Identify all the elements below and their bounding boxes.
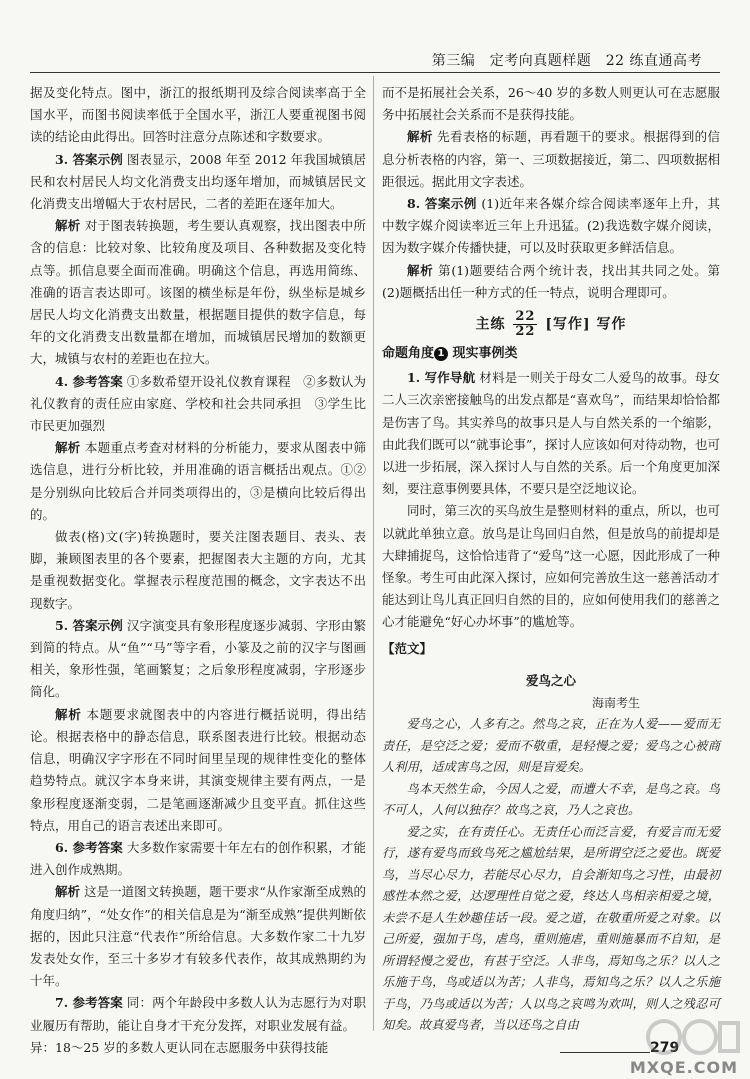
model-essay-label: 【范文】: [382, 640, 433, 656]
header-title: 第三编 定考向真题样题 22 练直通高考: [431, 53, 702, 69]
guide-label: 1. 写作导航: [407, 370, 476, 386]
essay-paragraph: 爱之实，在有责任心。无责任心而泛言爱，有爱言而无爱行，遂有爱鸟而致鸟死之尴尬结果，是所谓空泛之爱也。既爱鸟，当尽心尽力，若能尽心尽力，自会渐知鸟之习性，由最初感性本然之爱，达逻理性自觉之爱，终达人鸟相亲相爱之境，未尝不是人生妙趣佳话一段。爱之道，在敬重所爱之对象。以己所爱，强加于鸟，虐鸟，重则施虐，重则施暴而不自知，是所谓轻慢之爱也，有甚于空泛。人非鸟，焉知鸟之乐？以人之乐施于鸟，鸟或适以为苦；人非鸟，焉知鸟之乐？以人之乐施于鸟，乃鸟或适以为苦；人以鸟之哀鸣为欢叫，则人之残忍可知矣。故真爱鸟者，当以还鸟之自由: [382, 824, 720, 1033]
analysis-text: 对于图表转换题，考生要认真观察，找出图表中所含的信息：比较对象、比较角度及项目、各种数据及变化特点等。抓信息要全面而准确。明确这个信息，再选用简练、准确的语言表达即可。该图的横坐标是年份，纵坐标是城乡居民人均文化消费支出数量，根据题目提供的数字信息，每年的文化消费支出数量都在增加，而城镇居民增加的数额更大，城镇与农村的差距也在拉大。: [30, 218, 366, 367]
answer-text: 图表显示，2008 年至 2012 年我国城镇居民和农村居民人均文化消费支出均逐年增加，而城镇居民文化消费支出增幅大于农村居民，二者的差距在逐年加大。: [30, 151, 367, 212]
header-rule: [30, 72, 720, 73]
answer-text: (1)近年来各媒介综合阅读率逐年上升，其中数字媒介阅读率近三年上升迅猛。(2)我选数字媒介阅读，因为数字媒介传播快捷，可以及时获取更多鲜活信息。: [382, 196, 720, 256]
fraction-numerator: 22: [515, 309, 536, 325]
answer-text: 同：两个年龄段中多数人认为志愿行为对职业履历有帮助，能让自身才干充分发挥，对职业发展有益。: [30, 995, 366, 1033]
answer-7: [30, 992, 366, 1036]
angle-number-badge: 1: [434, 347, 448, 361]
analysis-4: [30, 437, 366, 526]
analysis-text: 先看表格的标题，再看题干的要求。根据得到的信息分析表格的内容，第一、三项数据接近，第二、四项数据相距很远。据此用文字表述。: [382, 129, 720, 189]
answer-label: 6. 参考答案: [55, 839, 123, 855]
answer-text: 汉字演变具有象形程度逐步减弱、字形由繁到简的特点。从“鱼”“马”等字看，小篆及之前的汉字与图画相关，象形性强，笔画繁复；之后象形程度减弱，字形逐步简化。: [30, 617, 366, 700]
model-essay: [382, 670, 720, 1037]
right-column: [382, 82, 720, 1037]
answer-label: 5. 答案示例: [55, 617, 123, 633]
answer-text: ①多数希望开设礼仪教育课程 ②多数认为礼仪教育的责任应由家庭、学校和社会共同承担 ③学生比市民更加强烈: [30, 373, 366, 434]
analysis-6: [30, 881, 366, 992]
analysis-5: [30, 704, 366, 837]
page-number-rule: [560, 1052, 650, 1053]
fraction-denominator: 22: [515, 324, 536, 340]
answer-label: 3. 答案示例: [55, 151, 123, 167]
analysis-text: 这是一道图文转换题，题干要求“从作家渐至成熟的角度归纳”，“处女作”的相关信息是为“渐至成熟”提供判断依据的，因此只注意“代表作”所给信息。大多数作家二十九岁发表处女作，至三十多岁才有较多代表作，故其成熟期约为十年。: [30, 884, 366, 989]
section-prefix: 主练: [475, 316, 506, 333]
left-column: [30, 82, 366, 1059]
section-fraction: [513, 310, 537, 339]
analysis-text: 本题要求就图表中的内容进行概括说明，得出结论。根据表格中的静态信息，联系图表进行比较。根据动态信息，明确汉字字形在不同时间里呈现的规律性变化的整体趋势特点。就汉字本身来讲，其演变规律主要有两点，一是象形程度逐渐变弱，二是笔画逐渐减少且变平直。抓住这些特点，用自己的语言表述出来即可。: [30, 706, 366, 833]
analysis-3: [30, 215, 366, 370]
paragraph: 据及变化特点。图中，浙江的报纸期刊及综合阅读率高于全国水平，而图书阅读率低于全国水平，浙江人要重视图书阅读的结论由此得出。回答时注意分点陈述和字数要求。: [30, 85, 366, 145]
section-bracket: [写作]: [545, 316, 591, 333]
angle-prefix: 命题角度: [382, 346, 435, 362]
essay-paragraph: 爱鸟之心，人多有之。然鸟之哀，正在为人爱——爱而无责任，是空泛之爱；爱而不敬重，是轻慢之爱；爱鸟之心被商人利用，适成害鸟之因，则是盲爱矣。: [382, 717, 720, 775]
column-divider: [373, 76, 374, 1031]
section-suffix: 写作: [596, 316, 627, 333]
answer-8: [382, 193, 720, 260]
paragraph: 异：18～25 岁的多数人更认同在志愿服务中获得技能: [30, 1039, 329, 1055]
angle-title: 现实事例类: [452, 346, 518, 362]
analysis-label: 解析: [55, 440, 81, 456]
page-header: [0, 0, 750, 72]
answer-label: 7. 参考答案: [55, 995, 123, 1011]
essay-author: 海南考生: [591, 696, 640, 711]
paragraph: 而不是拓展社会关系，26～40 岁的多数人则更认可在志愿服务中拓展社会关系而不是获得技能。: [382, 85, 720, 123]
paragraph: 同时，第三次的买鸟放生是整则材料的重点，所以，也可以就此单独立意。放鸟是让鸟回归自然，但是放鸟的前提却是大肆捕捉鸟，这恰恰违背了“爱鸟”这一心愿，因此形成了一种怪象。考生可由此深入探讨，应如何完善放生这一慈善活动才能达到让鸟儿真正回归自然的目的，应如何使用我们的慈善之心才能避免“好心办坏事”的尴尬等。: [382, 503, 720, 630]
analysis-label: 解析: [55, 884, 81, 900]
essay-paragraph: 鸟本天然生命，今因人之爱，而遭大不幸，是鸟之哀。鸟不可人，人何以独存？故鸟之哀，乃人之哀也。: [382, 781, 720, 818]
analysis-label: 解析: [55, 218, 81, 234]
analysis-label: 解析: [55, 706, 82, 722]
writing-guide: [382, 367, 720, 500]
essay-title: 爱鸟之心: [525, 672, 576, 688]
answer-3: [30, 149, 366, 216]
answer-label: 4. 参考答案: [55, 373, 123, 389]
answer-text: 大多数作家需要十年左右的创作积累，才能进入创作成熟期。: [30, 839, 366, 878]
analysis-label: 解析: [407, 129, 433, 145]
answer-6: [30, 837, 366, 881]
watermark-text: MXQE.COM: [629, 1058, 738, 1077]
answer-label: 8. 答案示例: [407, 196, 477, 212]
answer-4: [30, 371, 366, 438]
page-number: 279: [650, 1040, 680, 1056]
answer-5: [30, 615, 366, 704]
proposition-angle: [382, 343, 720, 365]
analysis-text: 本题重点考查对材料的分析能力，要求从图表中筛选信息，进行分析比较，并用准确的语言概括出观点。①②是分别纵向比较后合并同类项得出的，③是横向比较后得出的。: [30, 440, 366, 522]
paragraph: 做表(格)文(字)转换题时，要关注图表题目、表头、表脚，兼顾图表里的各个要素，把握图表大主题的方向，尤其是重视数据变化。掌握表示程度范围的概念，文字表达不出现数字。: [30, 529, 366, 611]
analysis-text: 第(1)题要结合两个统计表，找出其共同之处。第(2)题概括出任一种方式的任一特点，说明合理即可。: [382, 262, 720, 300]
guide-text: 材料是一则关于母女二人爱鸟的故事。母女二人三次亲密接触鸟的出发点都是“喜欢鸟”，而结果却恰恰都是伤害了鸟。其实养鸟的故事只是人与自然关系的一个缩影，由此我们既可以“就事论事”，探讨人应该如何对待动物，也可以进一步拓展，深入探讨人与自然的关系。后一个角度更加深刻，要注意事例要具体，不要只是空泛地议论。: [382, 370, 720, 497]
section-heading: [382, 310, 720, 339]
analysis-label: 解析: [407, 262, 434, 278]
analysis-7: [382, 126, 720, 193]
analysis-8: [382, 260, 720, 304]
